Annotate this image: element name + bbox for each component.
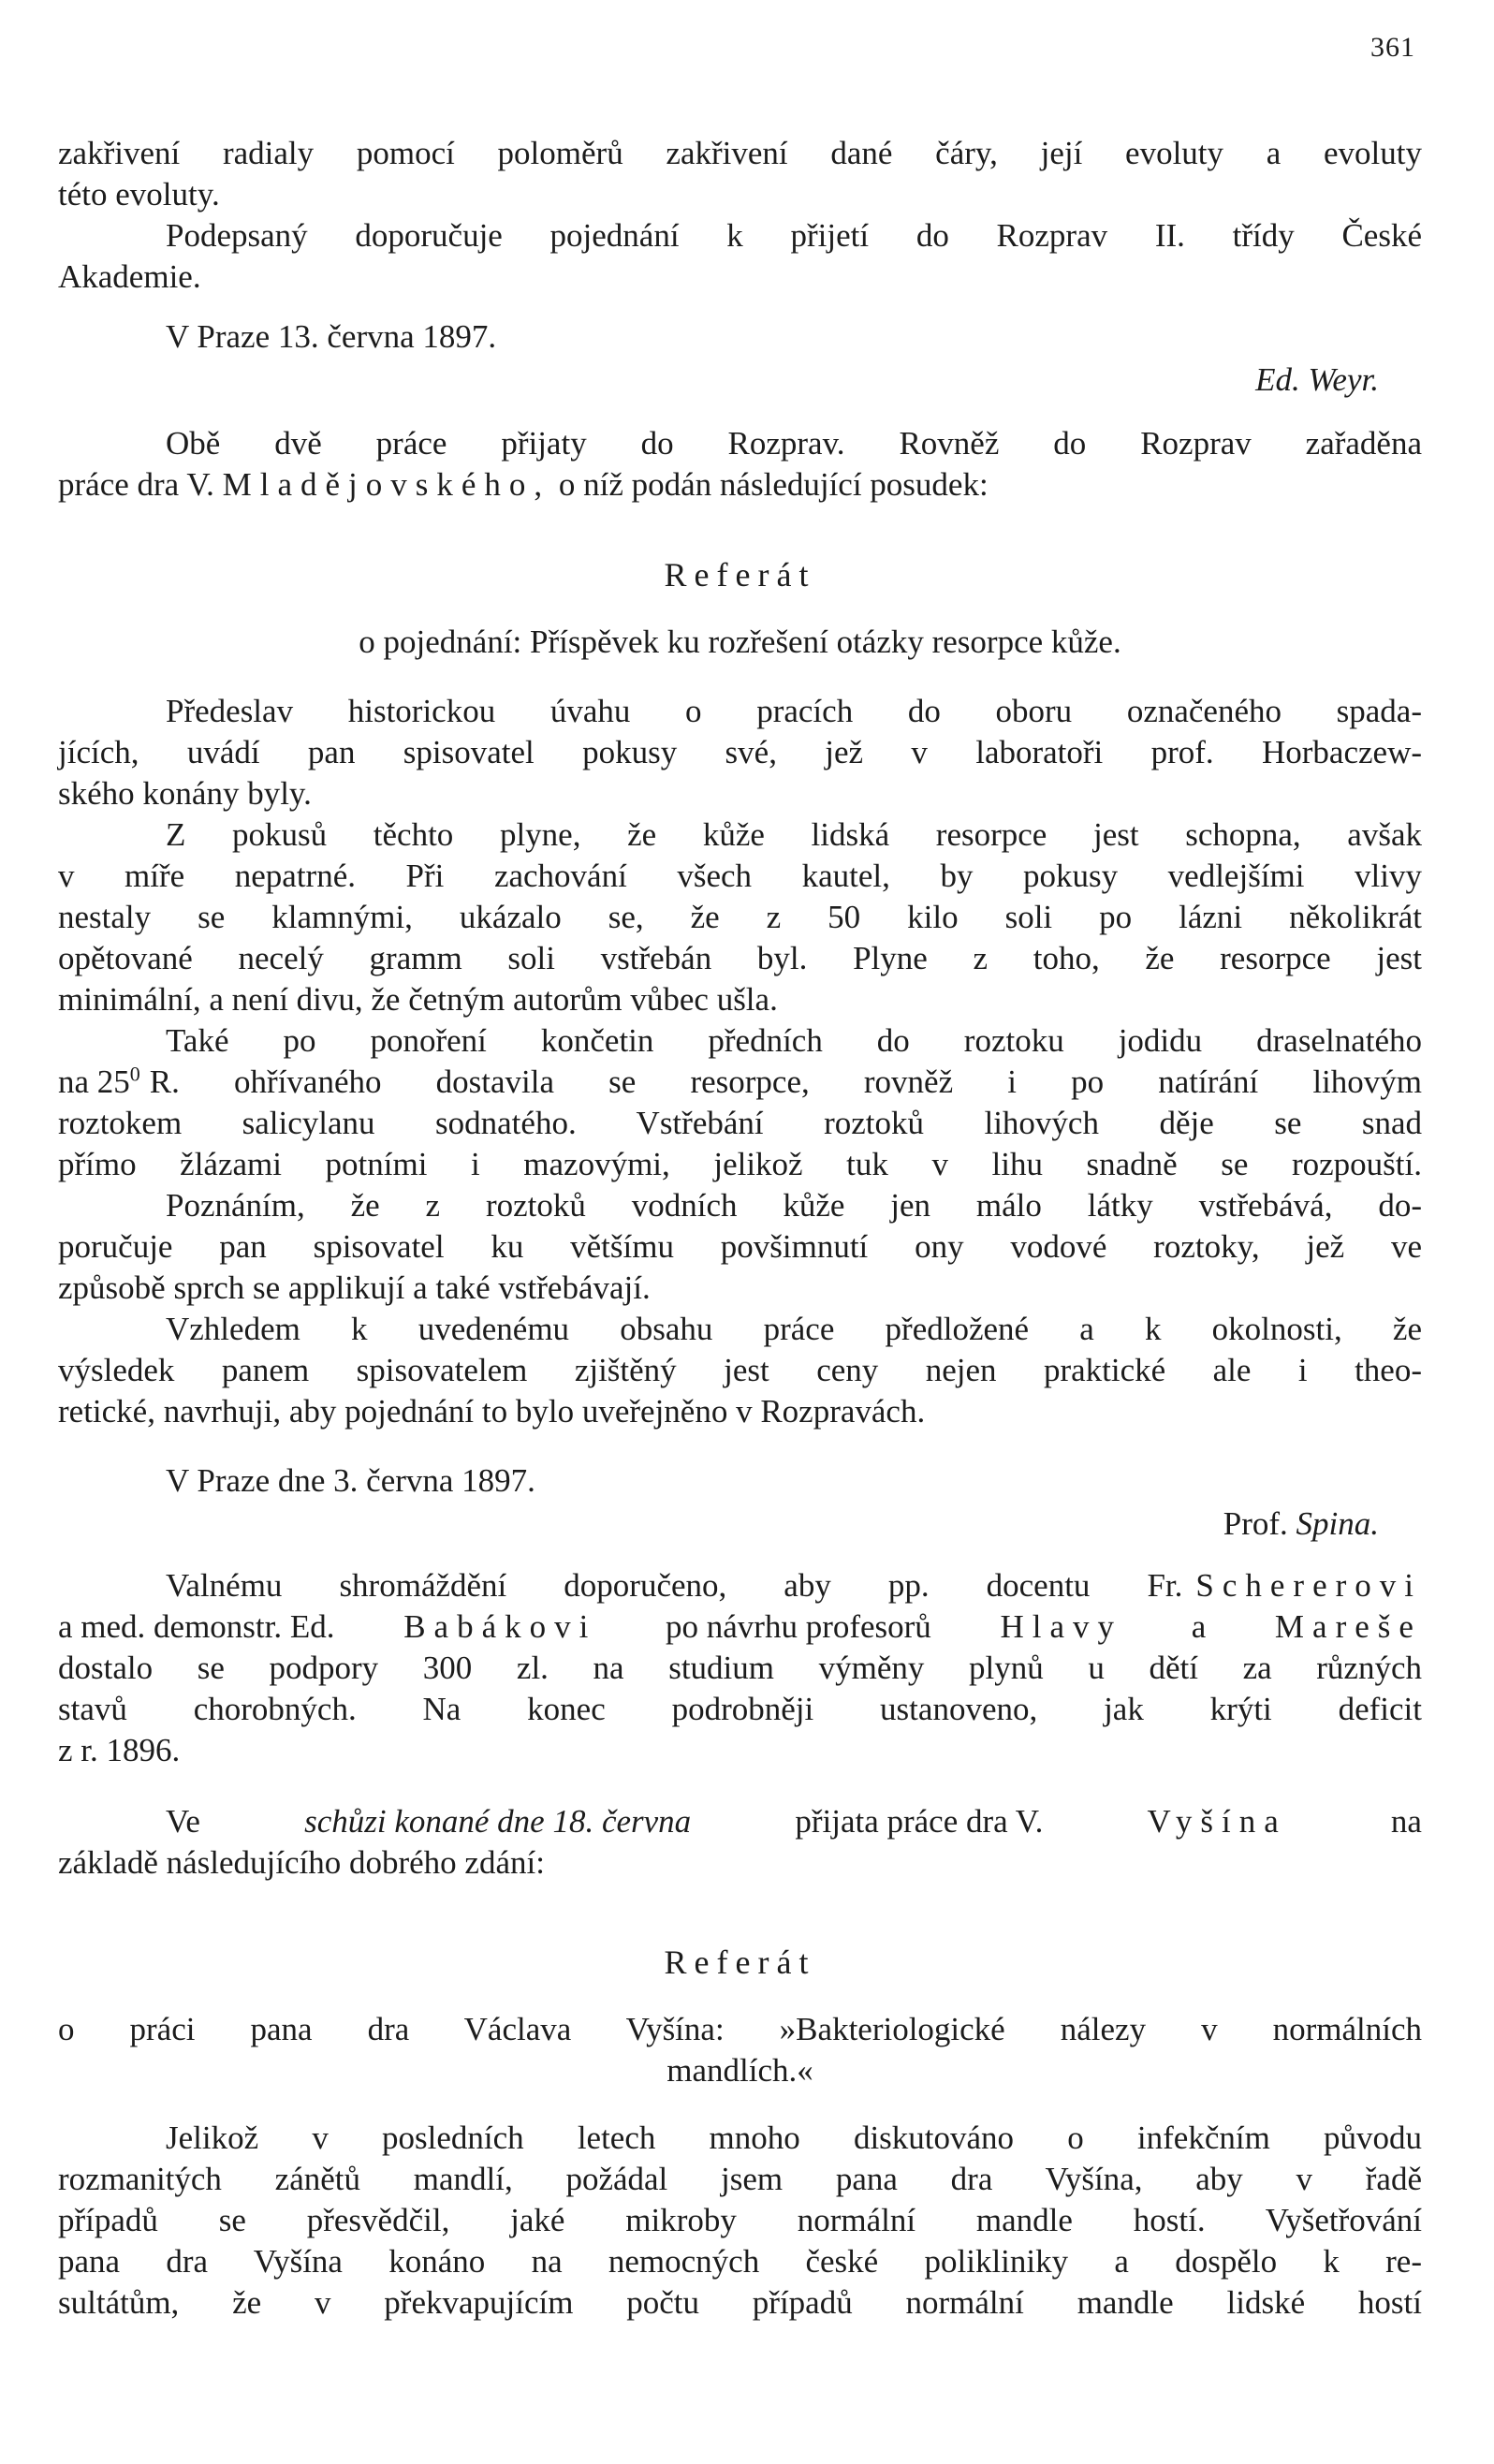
section-subtitle: o pojednání: Příspěvek ku rozřešení otázky resorpce kůže. xyxy=(359,623,1121,660)
text-span: přijata práce dra V. xyxy=(795,1803,1044,1840)
signature xyxy=(58,1503,1422,1545)
text-line: Podepsaný doporučuje pojednání k přijetí do Rozprav II. třídy České xyxy=(166,217,1422,254)
text-line: minimální, a není divu, že četným autorům vůbec ušla. xyxy=(58,981,778,1018)
text-span: na xyxy=(1390,1803,1422,1840)
text-line: přímo žlázami potními i mazovými, jelikož tuk v lihu snadně se rozpouští. xyxy=(58,1146,1422,1182)
person-name: Babákovi xyxy=(403,1608,597,1645)
meeting-date: schůzi konané dne 18. června xyxy=(304,1803,692,1840)
date-line: V Praze 13. června 1897. xyxy=(166,318,497,355)
text-span: práce dra V. xyxy=(58,466,214,503)
text-span: o níž podán následující posudek: xyxy=(558,466,989,503)
text-line: rozmanitých zánětů mandlí, požádal jsem pana dra Vyšína, aby v řadě xyxy=(58,2161,1422,2197)
page-number: 361 xyxy=(1370,32,1415,63)
text-line: retické, navrhuji, aby pojednání to bylo uveřejněno v Rozpravách. xyxy=(58,1393,926,1430)
text-line xyxy=(58,1801,1422,1842)
text-line: zakřivení radialy pomocí poloměrů zakřivení dané čáry, její evoluty a evoluty xyxy=(58,135,1422,171)
text-line: výsledek panem spisovatelem zjištěný jest ceny nejen praktické ale i theo- xyxy=(58,1352,1422,1388)
text-line: ského konány byly. xyxy=(58,775,312,812)
text-span: R. ohřívaného dostavila se resorpce, rovněž i po natírání lihovým xyxy=(149,1063,1422,1100)
section-heading: Referát xyxy=(664,1943,816,1981)
text-line: v míře nepatrné. Při zachování všech kautel, by pokusy vedlejšími vlivy xyxy=(58,858,1422,894)
text-line xyxy=(58,1062,1422,1103)
text-line xyxy=(58,464,1422,506)
text-span: a med. demonstr. Ed. xyxy=(58,1608,335,1645)
text-span xyxy=(58,1062,140,1103)
text-line: z r. 1896. xyxy=(58,1732,181,1768)
text-line: opětované necelý gramm soli vstřebán byl. Plyne z toho, že resorpce jest xyxy=(58,940,1422,976)
text-line: roztokem salicylanu sodnatého. Vstřebání roztoků lihových děje se snad xyxy=(58,1105,1422,1141)
section-subtitle: mandlích.« xyxy=(666,2052,813,2089)
text-span: Valnému shromáždění doporučeno, aby pp. docentu Fr. xyxy=(166,1567,1183,1604)
text-line: Akademie. xyxy=(58,258,201,295)
text-line: Obě dvě práce přijaty do Rozprav. Rovněž do Rozprav zařaděna xyxy=(166,425,1422,462)
signature-title: Prof. xyxy=(1223,1505,1288,1542)
text-line: Poznáním, že z roztoků vodních kůže jen málo látky vstřebává, do- xyxy=(166,1187,1422,1224)
date-line: V Praze dne 3. června 1897. xyxy=(166,1462,535,1499)
text-line: základě následujícího dobrého zdání: xyxy=(58,1844,545,1881)
author-name: Vyšína xyxy=(1147,1803,1287,1840)
text-line xyxy=(58,1565,1422,1606)
text-line: Předeslav historickou úvahu o pracích do oboru označeného spada- xyxy=(166,693,1422,729)
person-name: Mareše xyxy=(1274,1608,1422,1645)
text-line: případů se přesvědčil, jaké mikroby normální mandle hostí. Vyšetřování xyxy=(58,2202,1422,2238)
text-line: způsobě sprch se applikují a také vstřebávají. xyxy=(58,1269,651,1306)
text-line: jících, uvádí pan spisovatel pokusy své, jež v laboratoři prof. Horbaczew- xyxy=(58,734,1422,770)
text-line: Vzhledem k uvedenému obsahu práce předložené a k okolnosti, že xyxy=(166,1311,1422,1347)
text-line: poručuje pan spisovatel ku většímu povšimnutí ony vodové roztoky, jež ve xyxy=(58,1228,1422,1265)
section-heading: Referát xyxy=(664,556,816,594)
text-line: nestaly se klamnými, ukázalo se, že z 50 kilo soli po lázni několikrát xyxy=(58,899,1422,935)
text-line: sultátům, že v překvapujícím počtu případů normální mandle lidské hostí xyxy=(58,2284,1422,2321)
person-name: Schererovi xyxy=(1195,1567,1422,1604)
text-line: Také po ponoření končetin předních do roztoku jodidu draselnatého xyxy=(166,1022,1422,1059)
text-line: pana dra Vyšína konáno na nemocných české polikliniky a dospělo k re- xyxy=(58,2243,1422,2280)
person-name: Hlavy xyxy=(1000,1608,1123,1645)
text-line xyxy=(58,1606,1422,1648)
text-line: Jelikož v posledních letech mnoho diskutováno o infekčním původu xyxy=(166,2119,1422,2156)
section-subtitle: o práci pana dra Václava Vyšína: »Bakteriologické nálezy v normálních xyxy=(58,2011,1422,2047)
signature-name: Spina. xyxy=(1296,1505,1379,1542)
author-name: Mladějovského, xyxy=(222,466,551,503)
text-line: Z pokusů těchto plyne, že kůže lidská resorpce jest schopna, avšak xyxy=(166,816,1422,853)
text-span: Ve xyxy=(166,1803,200,1840)
temperature: na 25 xyxy=(58,1063,130,1100)
degree-sup: 0 xyxy=(129,1062,140,1086)
text-span: po návrhu profesorů xyxy=(666,1608,931,1645)
text-line: dostalo se podpory 300 zl. na studium výměny plynů u dětí za různých xyxy=(58,1650,1422,1686)
text-line: stavů chorobných. Na konec podrobněji ustanoveno, jak krýti deficit xyxy=(58,1691,1422,1727)
text-line: této evoluty. xyxy=(58,176,220,213)
signature: Ed. Weyr. xyxy=(1255,361,1379,398)
text-span: a xyxy=(1191,1608,1207,1645)
